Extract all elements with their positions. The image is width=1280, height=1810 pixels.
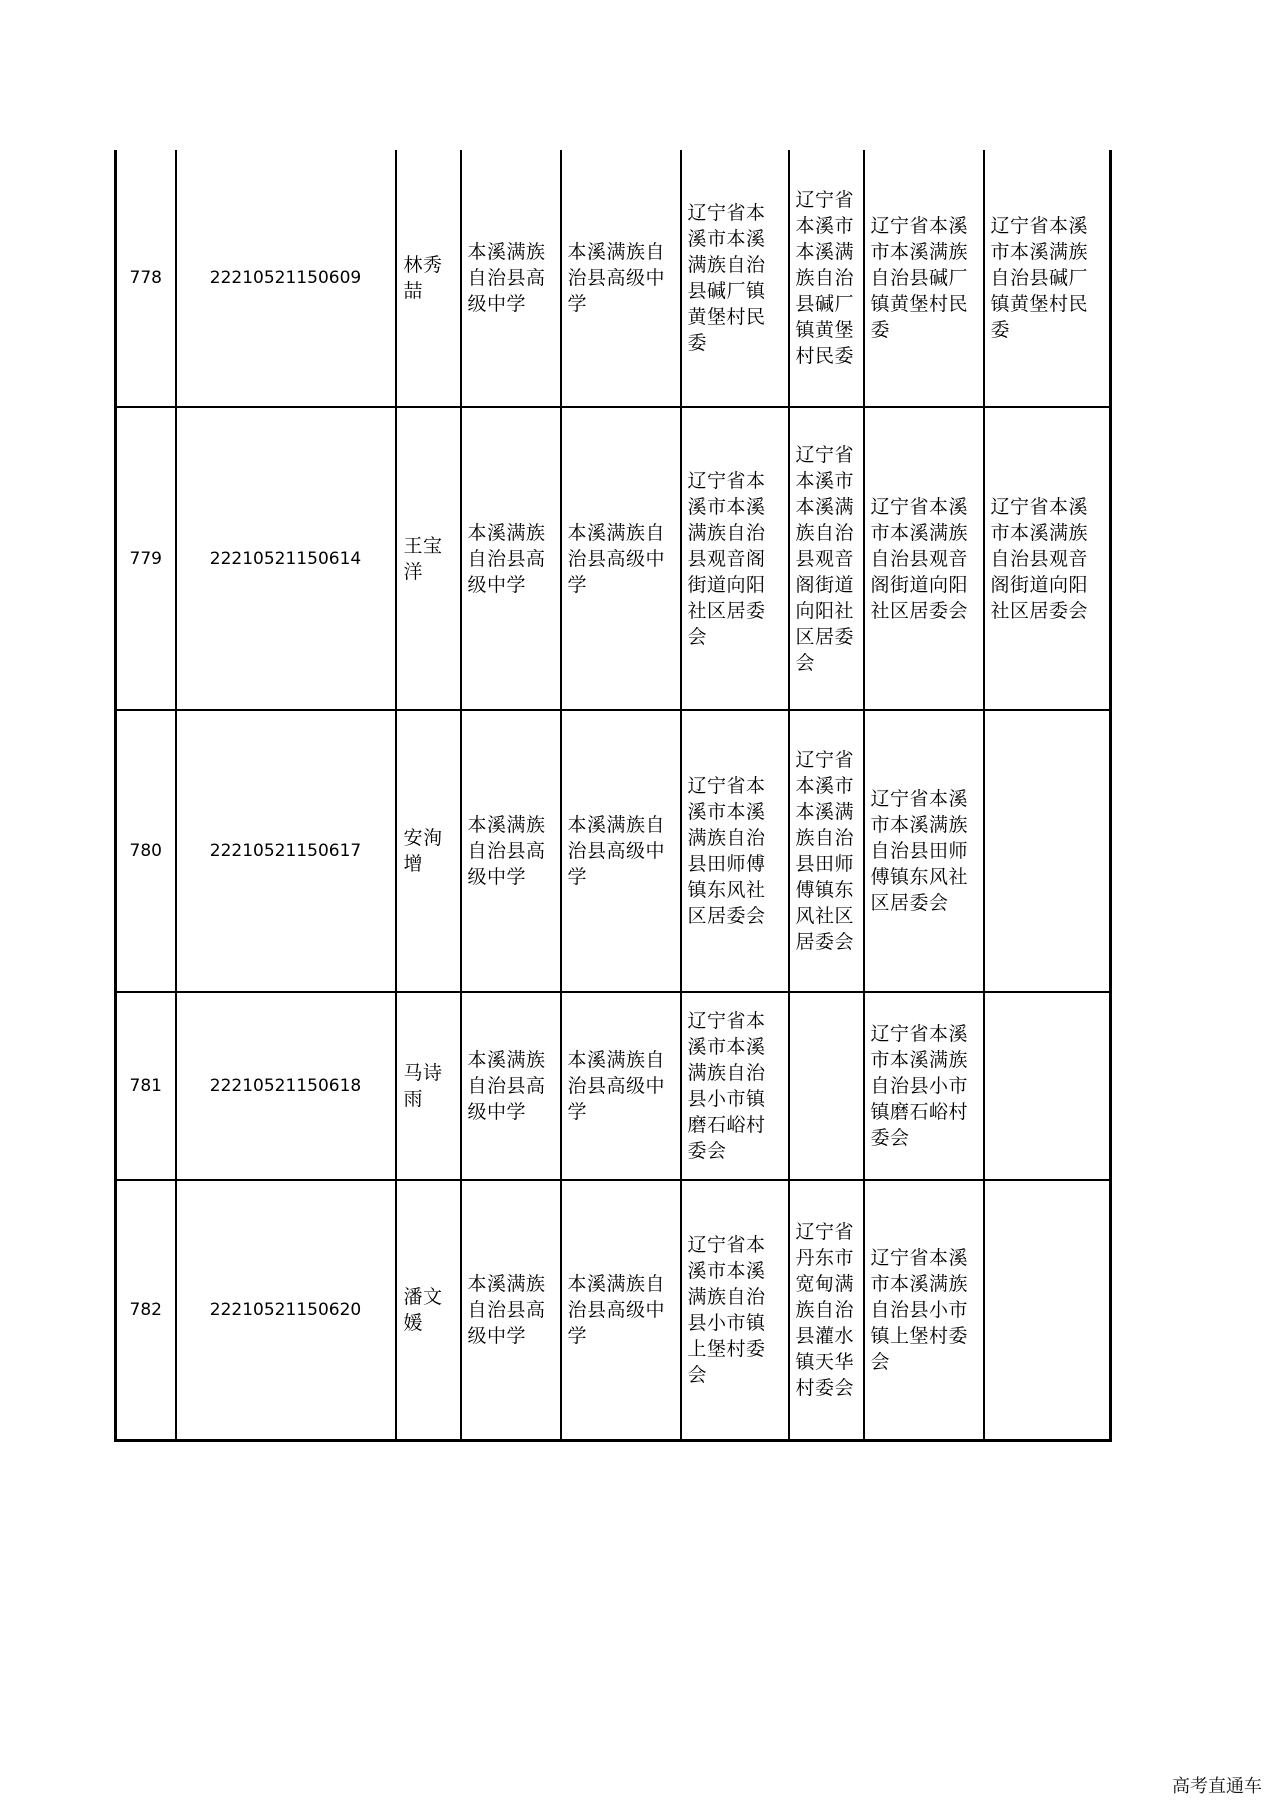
address-cell <box>984 710 1111 992</box>
address-cell: 辽宁省本溪市本溪满族自治县小市镇磨石峪村委会 <box>681 992 789 1180</box>
address-cell <box>984 1180 1111 1440</box>
student-name: 安洵增 <box>396 710 461 992</box>
address-cell: 辽宁省本溪市本溪满族自治县田师傅镇东风社区居委会 <box>681 710 789 992</box>
address-cell: 辽宁省本溪市本溪满族自治县田师傅镇东风社区居委会 <box>789 710 864 992</box>
school-cell: 本溪满族自治县高级中学 <box>561 1180 681 1440</box>
exam-id: 22210521150617 <box>176 710 396 992</box>
school-cell: 本溪满族自治县高级中学 <box>461 407 561 710</box>
school-cell: 本溪满族自治县高级中学 <box>561 150 681 407</box>
address-cell: 辽宁省本溪市本溪满族自治县碱厂镇黄堡村民委 <box>789 150 864 407</box>
school-cell: 本溪满族自治县高级中学 <box>561 992 681 1180</box>
watermark: 高考直通车 <box>1172 1776 1262 1797</box>
row-number: 778 <box>116 150 176 407</box>
student-name: 王宝洋 <box>396 407 461 710</box>
address-cell: 辽宁省本溪市本溪满族自治县观音阁街道向阳社区居委会 <box>681 407 789 710</box>
address-cell <box>984 992 1111 1180</box>
address-cell: 辽宁省本溪市本溪满族自治县碱厂镇黄堡村民委 <box>984 150 1111 407</box>
school-cell: 本溪满族自治县高级中学 <box>461 992 561 1180</box>
address-cell: 辽宁省本溪市本溪满族自治县观音阁街道向阳社区居委会 <box>789 407 864 710</box>
address-cell: 辽宁省本溪市本溪满族自治县小市镇上堡村委会 <box>681 1180 789 1440</box>
table-row <box>116 1180 1111 1440</box>
row-number: 782 <box>116 1180 176 1440</box>
row-number: 779 <box>116 407 176 710</box>
exam-id: 22210521150614 <box>176 407 396 710</box>
student-name: 潘文媛 <box>396 1180 461 1440</box>
table-row <box>116 407 1111 710</box>
school-cell: 本溪满族自治县高级中学 <box>561 407 681 710</box>
address-cell: 辽宁省本溪市本溪满族自治县田师傅镇东风社区居委会 <box>864 710 984 992</box>
table-row <box>116 150 1111 407</box>
address-cell: 辽宁省本溪市本溪满族自治县小市镇上堡村委会 <box>864 1180 984 1440</box>
table-row <box>116 710 1111 992</box>
student-name: 马诗雨 <box>396 992 461 1180</box>
student-name: 林秀喆 <box>396 150 461 407</box>
row-number: 780 <box>116 710 176 992</box>
student-table <box>114 150 1112 1442</box>
address-cell: 辽宁省本溪市本溪满族自治县观音阁街道向阳社区居委会 <box>984 407 1111 710</box>
school-cell: 本溪满族自治县高级中学 <box>461 150 561 407</box>
exam-id: 22210521150620 <box>176 1180 396 1440</box>
address-cell: 辽宁省丹东市宽甸满族自治县灌水镇天华村委会 <box>789 1180 864 1440</box>
exam-id: 22210521150609 <box>176 150 396 407</box>
school-cell: 本溪满族自治县高级中学 <box>561 710 681 992</box>
address-cell: 辽宁省本溪市本溪满族自治县观音阁街道向阳社区居委会 <box>864 407 984 710</box>
address-cell: 辽宁省本溪市本溪满族自治县碱厂镇黄堡村民委 <box>864 150 984 407</box>
table-row <box>116 992 1111 1180</box>
school-cell: 本溪满族自治县高级中学 <box>461 1180 561 1440</box>
exam-id: 22210521150618 <box>176 992 396 1180</box>
address-cell: 辽宁省本溪市本溪满族自治县碱厂镇黄堡村民委 <box>681 150 789 407</box>
school-cell: 本溪满族自治县高级中学 <box>461 710 561 992</box>
address-cell <box>789 992 864 1180</box>
address-cell: 辽宁省本溪市本溪满族自治县小市镇磨石峪村委会 <box>864 992 984 1180</box>
row-number: 781 <box>116 992 176 1180</box>
